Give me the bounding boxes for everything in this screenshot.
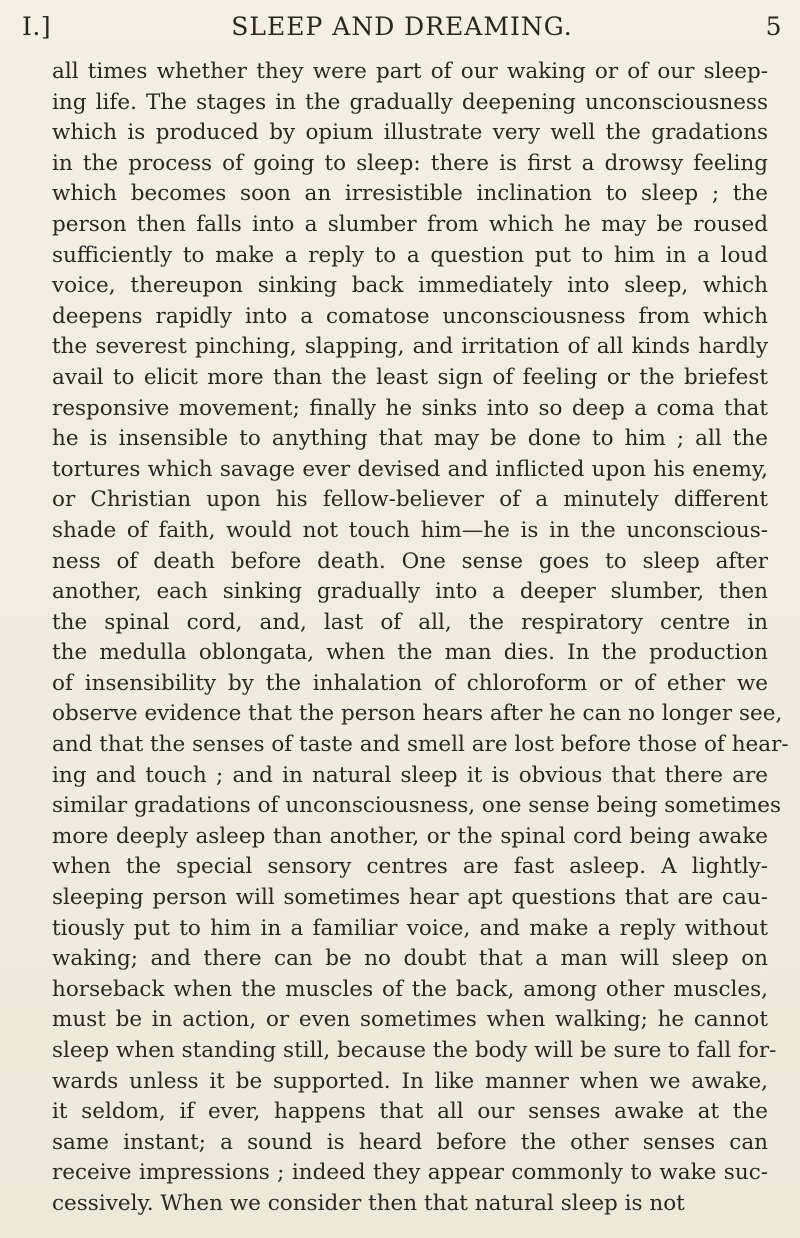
text-line: ing life. The stages in the gradually deepening unconsciousness: [52, 89, 768, 115]
text-line: sleeping person will sometimes hear apt questions that are cau-: [52, 885, 768, 911]
text-line: sleep when standing still, because the body will be sure to fall for-: [52, 1038, 777, 1063]
text-line: receive impressions ; indeed they appear commonly to wake suc-: [52, 1160, 768, 1186]
text-line: ness of death before death. One sense goes to sleep after: [52, 548, 768, 574]
running-title: SLEEP AND DREAMING.: [231, 12, 573, 41]
text-line: voice, thereupon sinking back immediately into sleep, which: [52, 273, 768, 299]
running-head: [22, 12, 782, 48]
text-line: tortures which savage ever devised and inflicted upon his enemy,: [52, 456, 768, 482]
text-line: deepens rapidly into a comatose unconsciousness from which: [52, 303, 768, 329]
text-line: and that the senses of taste and smell are lost before those of hear-: [52, 732, 789, 758]
text-line: the medulla oblongata, when the man dies. In the production: [52, 640, 768, 666]
text-line: observe evidence that the person hears after he can no longer see,: [52, 701, 783, 727]
text-line: avail to elicit more than the least sign of feeling or the briefest: [52, 364, 768, 390]
text-line: it seldom, if ever, happens that all our senses awake at the: [52, 1099, 768, 1125]
text-line: cessively. When we consider then that natural sleep is not: [52, 1190, 685, 1216]
page-number: 5: [765, 12, 782, 41]
text-line: tiously put to him in a familiar voice, and make a reply without: [52, 915, 768, 941]
text-line: shade of faith, would not touch him—he is in the unconscious-: [52, 517, 768, 543]
text-line: wards unless it be supported. In like manner when we awake,: [52, 1068, 768, 1094]
body-paragraph: [52, 57, 789, 1220]
text-line: in the process of going to sleep: there is first a drowsy feeling: [52, 150, 768, 176]
text-line: same instant; a sound is heard before the other senses can: [52, 1129, 768, 1155]
text-line: or Christian upon his fellow-believer of a minutely different: [52, 487, 768, 513]
text-line: of insensibility by the inhalation of chloroform or of ether we: [52, 670, 768, 696]
text-line: must be in action, or even sometimes when walking; he cannot: [52, 1007, 768, 1033]
text-line: when the special sensory centres are fast asleep. A lightly-: [52, 854, 768, 880]
chapter-number: I.]: [22, 12, 52, 41]
text-line: another, each sinking gradually into a deeper slumber, then: [52, 579, 768, 605]
text-line: person then falls into a slumber from which he may be roused: [52, 211, 768, 237]
text-line: more deeply asleep than another, or the spinal cord being awake: [52, 823, 768, 849]
text-line: responsive movement; finally he sinks into so deep a coma that: [52, 395, 768, 421]
text-line: the spinal cord, and, last of all, the respiratory centre in: [52, 609, 768, 635]
text-line: horseback when the muscles of the back, among other muscles,: [52, 976, 768, 1002]
text-line: ing and touch ; and in natural sleep it is obvious that there are: [52, 762, 768, 788]
text-line: which is produced by opium illustrate very well the gradations: [52, 120, 768, 146]
text-line: which becomes soon an irresistible inclination to sleep ; the: [52, 181, 768, 207]
text-line: he is insensible to anything that may be done to him ; all the: [52, 426, 768, 452]
text-line: waking; and there can be no doubt that a man will sleep on: [52, 946, 768, 972]
text-line: sufficiently to make a reply to a question put to him in a loud: [52, 242, 768, 268]
text-line: all times whether they were part of our waking or of our sleep-: [52, 59, 768, 84]
text-line: the severest pinching, slapping, and irritation of all kinds hardly: [52, 334, 768, 360]
text-line: similar gradations of unconsciousness, one sense being sometimes: [52, 793, 782, 819]
